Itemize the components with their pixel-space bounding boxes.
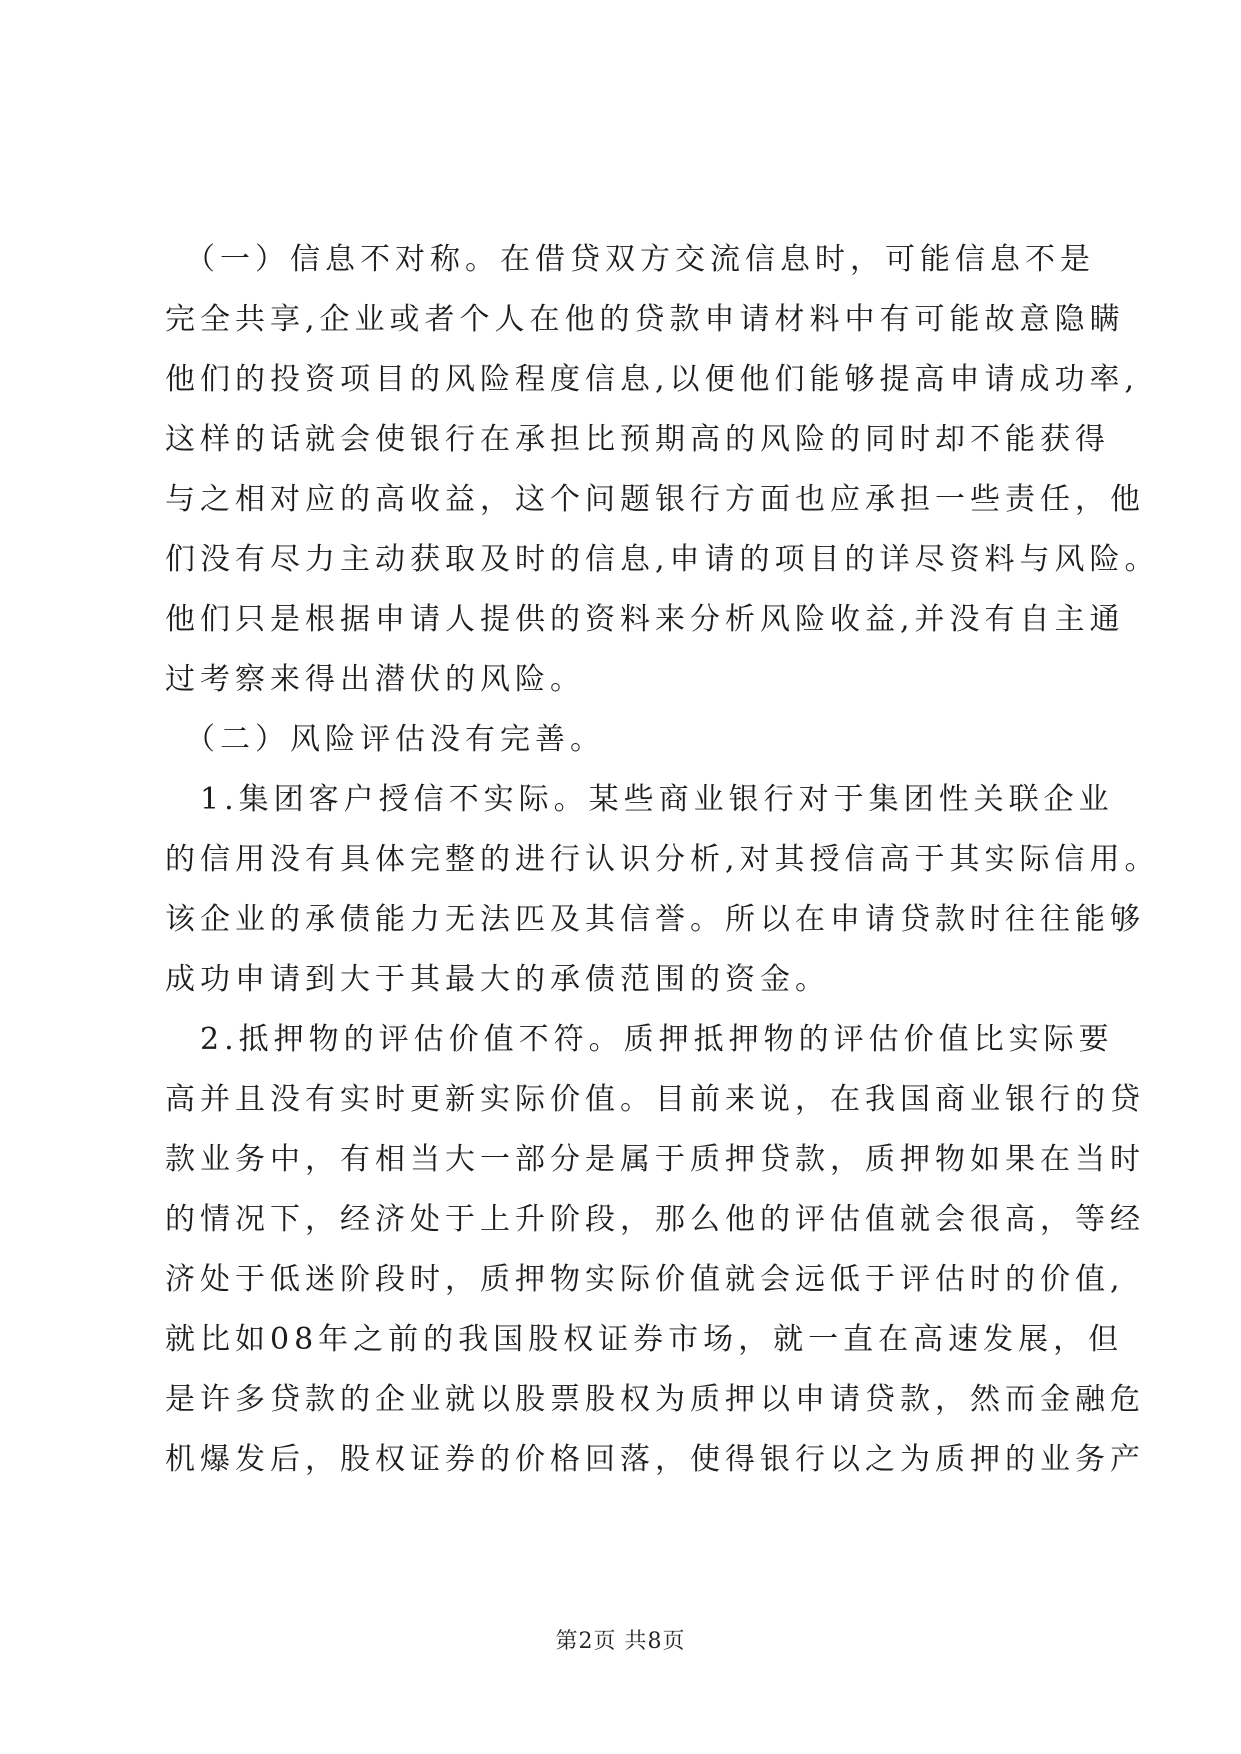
text-line: 们没有尽力主动获取及时的信息,申请的项目的详尽资料与风险。	[165, 542, 1160, 577]
text-line: 就比如08年之前的我国股权证券市场，就一直在高速发展，但	[165, 1322, 1124, 1357]
section-heading: （二）风险评估没有完善。	[165, 722, 605, 757]
text-line: 与之相对应的高收益，这个问题银行方面也应承担一些责任，他	[165, 482, 1145, 517]
text-line: 济处于低迷阶段时，质押物实际价值就会远低于评估时的价值,	[165, 1262, 1125, 1297]
text-line: 2.抵押物的评估价值不符。质押抵押物的评估价值比实际要	[165, 1022, 1114, 1057]
text-line: 是许多贷款的企业就以股票股权为质押以申请贷款，然而金融危	[165, 1382, 1145, 1417]
page-number-footer: 第2页 共8页	[555, 1629, 686, 1654]
text-line: 成功申请到大于其最大的承债范围的资金。	[165, 962, 830, 997]
text-line: 他们只是根据申请人提供的资料来分析风险收益,并没有自主通	[165, 602, 1125, 637]
text-line: 该企业的承债能力无法匹及其信誉。所以在申请贷款时往往能够	[165, 902, 1145, 937]
text-line: 这样的话就会使银行在承担比预期高的风险的同时却不能获得	[165, 422, 1110, 457]
document-body	[165, 230, 1160, 1490]
text-line: 款业务中，有相当大一部分是属于质押贷款，质押物如果在当时	[165, 1142, 1145, 1177]
text-line: 的信用没有具体完整的进行认识分析,对其授信高于其实际信用。	[165, 842, 1160, 877]
text-line: 过考察来得出潜伏的风险。	[165, 662, 585, 697]
text-line: 机爆发后，股权证券的价格回落，使得银行以之为质押的业务产	[165, 1442, 1145, 1477]
text-line: 1.集团客户授信不实际。某些商业银行对于集团性关联企业	[165, 782, 1114, 817]
text-line: 高并且没有实时更新实际价值。目前来说，在我国商业银行的贷	[165, 1082, 1145, 1117]
text-line: （一）信息不对称。在借贷双方交流信息时，可能信息不是	[165, 242, 1095, 277]
text-line: 的情况下，经济处于上升阶段，那么他的评估值就会很高，等经	[165, 1202, 1145, 1237]
text-line: 他们的投资项目的风险程度信息,以便他们能够提高申请成功率,	[165, 362, 1140, 397]
text-line: 完全共享,企业或者个人在他的贷款申请材料中有可能故意隐瞒	[165, 302, 1125, 337]
